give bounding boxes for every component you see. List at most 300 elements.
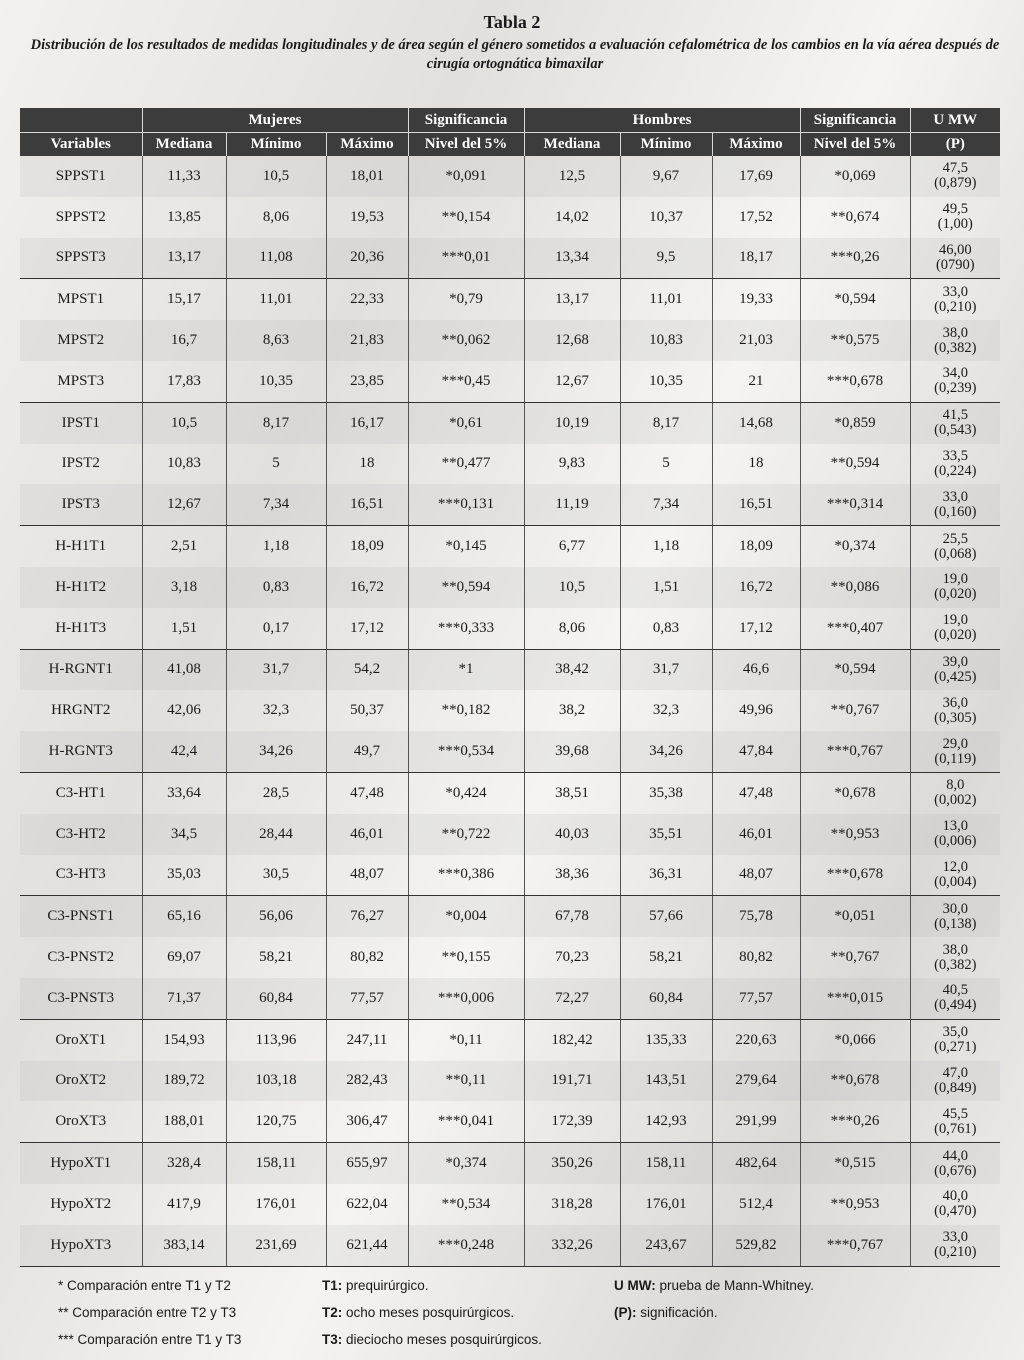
umw-value: 34,0 bbox=[942, 365, 968, 382]
umw-cell bbox=[910, 1225, 1000, 1266]
mujeres-significancia-cell: **0,534 bbox=[408, 1184, 524, 1225]
hombres-maximo-cell: 14,68 bbox=[712, 402, 800, 443]
p-value: (0,160) bbox=[934, 503, 977, 520]
hombres-significancia-cell: *0,859 bbox=[800, 402, 910, 443]
hombres-significancia-cell: *0,594 bbox=[800, 649, 910, 690]
table-row bbox=[20, 814, 1000, 855]
mujeres-mediana-cell: 13,17 bbox=[142, 238, 226, 279]
umw-cell bbox=[910, 937, 1000, 978]
p-value: (0,119) bbox=[934, 750, 977, 767]
mujeres-significancia-cell: *0,145 bbox=[408, 526, 524, 567]
variable-cell: H-H1T2 bbox=[20, 567, 142, 608]
mujeres-significancia-cell: ***0,534 bbox=[408, 731, 524, 772]
umw-value: 47,5 bbox=[942, 160, 968, 177]
hombres-minimo-cell: 36,31 bbox=[620, 855, 712, 896]
variable-cell: HypoXT3 bbox=[20, 1225, 142, 1266]
table-row bbox=[20, 320, 1000, 361]
mujeres-minimo-cell: 5 bbox=[226, 444, 326, 485]
hombres-minimo-cell: 11,01 bbox=[620, 279, 712, 320]
umw-cell bbox=[910, 1143, 1000, 1184]
mujeres-mediana-cell: 12,67 bbox=[142, 484, 226, 525]
table-title: Tabla 2 bbox=[483, 12, 541, 32]
variable-cell: IPST3 bbox=[20, 484, 142, 525]
hombres-mediana-cell: 38,36 bbox=[524, 855, 620, 896]
mujeres-mediana-cell: 154,93 bbox=[142, 1019, 226, 1060]
umw-cell bbox=[910, 156, 1000, 197]
umw-value: 40,5 bbox=[942, 982, 968, 999]
umw-value: 19,0 bbox=[942, 612, 968, 629]
hombres-minimo-cell: 10,37 bbox=[620, 197, 712, 238]
variable-cell: SPPST3 bbox=[20, 238, 142, 279]
table-row bbox=[20, 649, 1000, 690]
hombres-maximo-cell: 17,12 bbox=[712, 608, 800, 649]
variable-cell: MPST3 bbox=[20, 361, 142, 402]
hombres-maximo-cell: 47,48 bbox=[712, 772, 800, 813]
umw-cell bbox=[910, 855, 1000, 896]
legend-stats bbox=[614, 1272, 814, 1326]
umw-value: 13,0 bbox=[942, 818, 968, 835]
mujeres-mediana-cell: 33,64 bbox=[142, 772, 226, 813]
hombres-maximo-cell: 482,64 bbox=[712, 1143, 800, 1184]
mujeres-maximo-cell: 16,51 bbox=[326, 484, 408, 525]
umw-cell bbox=[910, 814, 1000, 855]
umw-cell bbox=[910, 608, 1000, 649]
mujeres-maximo-cell: 50,37 bbox=[326, 690, 408, 731]
umw-cell bbox=[910, 361, 1000, 402]
header-variables: Variables bbox=[20, 133, 142, 157]
hombres-maximo-cell: 529,82 bbox=[712, 1225, 800, 1266]
table-row bbox=[20, 896, 1000, 937]
mujeres-maximo-cell: 46,01 bbox=[326, 814, 408, 855]
mujeres-maximo-cell: 282,43 bbox=[326, 1061, 408, 1102]
hombres-maximo-cell: 17,52 bbox=[712, 197, 800, 238]
hombres-mediana-cell: 38,2 bbox=[524, 690, 620, 731]
umw-cell bbox=[910, 690, 1000, 731]
mujeres-significancia-cell: *0,374 bbox=[408, 1143, 524, 1184]
table-row bbox=[20, 156, 1000, 197]
hombres-maximo-cell: 18 bbox=[712, 444, 800, 485]
p-value: (0,239) bbox=[934, 380, 977, 397]
header-umw: U MW bbox=[910, 108, 1000, 133]
mujeres-significancia-cell: **0,155 bbox=[408, 937, 524, 978]
table-row bbox=[20, 197, 1000, 238]
header-significancia-hombres: Significancia bbox=[800, 108, 910, 133]
hombres-mediana-cell: 318,28 bbox=[524, 1184, 620, 1225]
hombres-mediana-cell: 191,71 bbox=[524, 1061, 620, 1102]
table-row bbox=[20, 978, 1000, 1019]
mujeres-mediana-cell: 15,17 bbox=[142, 279, 226, 320]
header-blank bbox=[20, 108, 142, 133]
hombres-minimo-cell: 35,38 bbox=[620, 772, 712, 813]
hombres-mediana-cell: 10,19 bbox=[524, 402, 620, 443]
p-value: (0,543) bbox=[934, 422, 977, 439]
legend-times bbox=[322, 1272, 542, 1353]
legend-t2: T2: ocho meses posquirúrgicos. bbox=[322, 1305, 515, 1320]
hombres-minimo-cell: 8,17 bbox=[620, 402, 712, 443]
hombres-minimo-cell: 158,11 bbox=[620, 1143, 712, 1184]
mujeres-minimo-cell: 8,63 bbox=[226, 320, 326, 361]
mujeres-mediana-cell: 383,14 bbox=[142, 1225, 226, 1266]
umw-cell bbox=[910, 484, 1000, 525]
hombres-minimo-cell: 9,67 bbox=[620, 156, 712, 197]
umw-cell bbox=[910, 238, 1000, 279]
hombres-minimo-cell: 135,33 bbox=[620, 1019, 712, 1060]
mujeres-significancia-cell: *0,424 bbox=[408, 772, 524, 813]
table-row bbox=[20, 690, 1000, 731]
header-mediana-hombres: Mediana bbox=[524, 133, 620, 157]
table-row bbox=[20, 567, 1000, 608]
mujeres-maximo-cell: 23,85 bbox=[326, 361, 408, 402]
mujeres-significancia-cell: *0,61 bbox=[408, 402, 524, 443]
mujeres-significancia-cell: ***0,131 bbox=[408, 484, 524, 525]
hombres-significancia-cell: ***0,26 bbox=[800, 238, 910, 279]
hombres-mediana-cell: 40,03 bbox=[524, 814, 620, 855]
umw-cell bbox=[910, 320, 1000, 361]
hombres-mediana-cell: 38,51 bbox=[524, 772, 620, 813]
p-value: (0,382) bbox=[934, 956, 977, 973]
hombres-significancia-cell: ***0,407 bbox=[800, 608, 910, 649]
p-value: (0,879) bbox=[934, 175, 977, 192]
hombres-maximo-cell: 18,09 bbox=[712, 526, 800, 567]
hombres-minimo-cell: 34,26 bbox=[620, 731, 712, 772]
hombres-minimo-cell: 57,66 bbox=[620, 896, 712, 937]
mujeres-significancia-cell: **0,11 bbox=[408, 1061, 524, 1102]
hombres-significancia-cell: ***0,767 bbox=[800, 1225, 910, 1266]
umw-value: 47,0 bbox=[942, 1064, 968, 1081]
mujeres-significancia-cell: *0,11 bbox=[408, 1019, 524, 1060]
table-row bbox=[20, 279, 1000, 320]
hombres-mediana-cell: 350,26 bbox=[524, 1143, 620, 1184]
hombres-maximo-cell: 47,84 bbox=[712, 731, 800, 772]
hombres-minimo-cell: 143,51 bbox=[620, 1061, 712, 1102]
hombres-maximo-cell: 16,51 bbox=[712, 484, 800, 525]
mujeres-significancia-cell: *1 bbox=[408, 649, 524, 690]
mujeres-mediana-cell: 16,7 bbox=[142, 320, 226, 361]
hombres-significancia-cell: ***0,314 bbox=[800, 484, 910, 525]
mujeres-mediana-cell: 71,37 bbox=[142, 978, 226, 1019]
variable-cell: C3-HT3 bbox=[20, 855, 142, 896]
mujeres-minimo-cell: 30,5 bbox=[226, 855, 326, 896]
hombres-minimo-cell: 10,83 bbox=[620, 320, 712, 361]
umw-cell bbox=[910, 896, 1000, 937]
hombres-mediana-cell: 38,42 bbox=[524, 649, 620, 690]
hombres-significancia-cell: **0,674 bbox=[800, 197, 910, 238]
umw-cell bbox=[910, 1101, 1000, 1142]
mujeres-mediana-cell: 328,4 bbox=[142, 1143, 226, 1184]
hombres-mediana-cell: 13,34 bbox=[524, 238, 620, 279]
mujeres-mediana-cell: 11,33 bbox=[142, 156, 226, 197]
mujeres-minimo-cell: 58,21 bbox=[226, 937, 326, 978]
table-row bbox=[20, 1101, 1000, 1142]
variable-cell: SPPST2 bbox=[55, 208, 106, 225]
mujeres-minimo-cell: 11,01 bbox=[226, 279, 326, 320]
table-row bbox=[20, 444, 1000, 485]
umw-value: 35,0 bbox=[942, 1024, 968, 1041]
umw-value: 44,0 bbox=[942, 1147, 968, 1164]
hombres-mediana-cell: 182,42 bbox=[524, 1019, 620, 1060]
mujeres-minimo-cell: 113,96 bbox=[226, 1019, 326, 1060]
mujeres-minimo-cell: 231,69 bbox=[226, 1225, 326, 1266]
table-row bbox=[20, 361, 1000, 402]
hombres-significancia-cell: ***0,015 bbox=[800, 978, 910, 1019]
legend-umw: U MW: prueba de Mann-Whitney. bbox=[614, 1278, 814, 1293]
hombres-significancia-cell: **0,953 bbox=[800, 814, 910, 855]
umw-cell bbox=[910, 772, 1000, 813]
hombres-maximo-cell: 46,01 bbox=[712, 814, 800, 855]
hombres-mediana-cell: 14,02 bbox=[524, 197, 620, 238]
mujeres-mediana-cell: 34,5 bbox=[142, 814, 226, 855]
umw-value: 12,0 bbox=[942, 858, 968, 875]
hombres-maximo-cell: 17,69 bbox=[712, 156, 800, 197]
mujeres-mediana-cell: 41,08 bbox=[142, 649, 226, 690]
mujeres-minimo-cell: 10,5 bbox=[226, 156, 326, 197]
mujeres-maximo-cell: 247,11 bbox=[326, 1019, 408, 1060]
mujeres-mediana-cell: 65,16 bbox=[142, 896, 226, 937]
mujeres-maximo-cell: 18 bbox=[326, 444, 408, 485]
mujeres-maximo-cell: 54,2 bbox=[326, 649, 408, 690]
umw-cell bbox=[910, 1184, 1000, 1225]
p-value: (0,006) bbox=[934, 833, 977, 850]
umw-cell bbox=[910, 1061, 1000, 1102]
header-p: (P) bbox=[910, 133, 1000, 157]
umw-value: 19,0 bbox=[942, 571, 968, 588]
variable-cell: MPST1 bbox=[57, 291, 105, 308]
p-value: (0,210) bbox=[934, 298, 977, 315]
p-value: (0,020) bbox=[934, 627, 977, 644]
mujeres-maximo-cell: 20,36 bbox=[326, 238, 408, 279]
hombres-minimo-cell: 1,51 bbox=[620, 567, 712, 608]
variable-cell: C3-PNST1 bbox=[20, 896, 142, 937]
mujeres-minimo-cell: 31,7 bbox=[226, 649, 326, 690]
mujeres-minimo-cell: 8,06 bbox=[226, 197, 326, 238]
hombres-minimo-cell: 9,5 bbox=[620, 238, 712, 279]
mujeres-maximo-cell: 622,04 bbox=[326, 1184, 408, 1225]
mujeres-maximo-cell: 47,48 bbox=[326, 772, 408, 813]
variable-cell: C3-HT2 bbox=[20, 814, 142, 855]
hombres-maximo-cell: 220,63 bbox=[712, 1019, 800, 1060]
hombres-mediana-cell: 12,67 bbox=[524, 361, 620, 402]
mujeres-significancia-cell: **0,182 bbox=[408, 690, 524, 731]
umw-cell bbox=[910, 978, 1000, 1019]
mujeres-significancia-cell: ***0,006 bbox=[408, 978, 524, 1019]
mujeres-maximo-cell: 77,57 bbox=[326, 978, 408, 1019]
header-significancia-mujeres: Significancia bbox=[408, 108, 524, 133]
mujeres-mediana-cell: 42,06 bbox=[142, 690, 226, 731]
variable-cell: HypoXT2 bbox=[50, 1195, 112, 1212]
hombres-maximo-cell: 18,17 bbox=[712, 238, 800, 279]
variable-cell: C3-HT1 bbox=[55, 784, 106, 801]
p-value: (0,470) bbox=[934, 1203, 977, 1220]
hombres-mediana-cell: 70,23 bbox=[524, 937, 620, 978]
variable-cell: HRGNT2 bbox=[51, 702, 111, 719]
hombres-mediana-cell: 8,06 bbox=[524, 608, 620, 649]
mujeres-minimo-cell: 32,3 bbox=[226, 690, 326, 731]
hombres-maximo-cell: 21,03 bbox=[712, 320, 800, 361]
variable-cell: SPPST1 bbox=[20, 156, 142, 197]
mujeres-mediana-cell: 1,51 bbox=[142, 608, 226, 649]
hombres-minimo-cell: 58,21 bbox=[620, 937, 712, 978]
mujeres-maximo-cell: 18,09 bbox=[326, 526, 408, 567]
umw-cell bbox=[910, 567, 1000, 608]
mujeres-minimo-cell: 1,18 bbox=[226, 526, 326, 567]
mujeres-minimo-cell: 158,11 bbox=[226, 1143, 326, 1184]
header-minimo-mujeres: Mínimo bbox=[226, 133, 326, 157]
p-value: (0,676) bbox=[934, 1162, 977, 1179]
mujeres-maximo-cell: 16,17 bbox=[326, 402, 408, 443]
mujeres-significancia-cell: **0,062 bbox=[408, 320, 524, 361]
hombres-mediana-cell: 6,77 bbox=[524, 526, 620, 567]
umw-cell bbox=[910, 444, 1000, 485]
mujeres-mediana-cell: 2,51 bbox=[142, 526, 226, 567]
header-mujeres: Mujeres bbox=[142, 108, 408, 133]
variable-cell: H-H1T1 bbox=[55, 538, 107, 555]
results-table bbox=[20, 108, 1000, 1267]
hombres-maximo-cell: 48,07 bbox=[712, 855, 800, 896]
header-minimo-hombres: Mínimo bbox=[620, 133, 712, 157]
hombres-maximo-cell: 75,78 bbox=[712, 896, 800, 937]
umw-value: 29,0 bbox=[942, 735, 968, 752]
hombres-minimo-cell: 243,67 bbox=[620, 1225, 712, 1266]
hombres-maximo-cell: 80,82 bbox=[712, 937, 800, 978]
header-maximo-hombres: Máximo bbox=[712, 133, 800, 157]
hombres-mediana-cell: 12,68 bbox=[524, 320, 620, 361]
table-row bbox=[20, 526, 1000, 567]
hombres-maximo-cell: 49,96 bbox=[712, 690, 800, 731]
mujeres-significancia-cell: *0,79 bbox=[408, 279, 524, 320]
mujeres-significancia-cell: *0,004 bbox=[408, 896, 524, 937]
p-value: (0,020) bbox=[934, 586, 977, 603]
mujeres-mediana-cell: 189,72 bbox=[142, 1061, 226, 1102]
p-value: (0,761) bbox=[934, 1120, 977, 1137]
hombres-significancia-cell: ***0,767 bbox=[800, 731, 910, 772]
p-value: (0,271) bbox=[934, 1039, 977, 1056]
hombres-significancia-cell: **0,953 bbox=[800, 1184, 910, 1225]
umw-value: 36,0 bbox=[942, 694, 968, 711]
legend-comparison-2: ** Comparación entre T2 y T3 bbox=[58, 1305, 237, 1320]
hombres-minimo-cell: 60,84 bbox=[620, 978, 712, 1019]
legend-comparisons bbox=[58, 1272, 241, 1353]
hombres-significancia-cell: *0,678 bbox=[800, 772, 910, 813]
hombres-mediana-cell: 10,5 bbox=[524, 567, 620, 608]
mujeres-significancia-cell: ***0,01 bbox=[408, 238, 524, 279]
p-value: (0,068) bbox=[934, 545, 977, 562]
hombres-minimo-cell: 35,51 bbox=[620, 814, 712, 855]
mujeres-significancia-cell: ***0,333 bbox=[408, 608, 524, 649]
mujeres-mediana-cell: 417,9 bbox=[142, 1184, 226, 1225]
hombres-mediana-cell: 13,17 bbox=[524, 279, 620, 320]
hombres-significancia-cell: ***0,26 bbox=[800, 1101, 910, 1142]
hombres-significancia-cell: **0,767 bbox=[800, 937, 910, 978]
hombres-mediana-cell: 67,78 bbox=[524, 896, 620, 937]
variable-cell: H-H1T3 bbox=[20, 608, 142, 649]
variable-cell: H-RGNT3 bbox=[20, 731, 142, 772]
umw-cell bbox=[910, 526, 1000, 567]
mujeres-minimo-cell: 10,35 bbox=[226, 361, 326, 402]
mujeres-maximo-cell: 19,53 bbox=[326, 197, 408, 238]
variable-cell: IPST1 bbox=[20, 402, 142, 443]
hombres-significancia-cell: **0,678 bbox=[800, 1061, 910, 1102]
p-value: (0,138) bbox=[934, 915, 977, 932]
hombres-significancia-cell: **0,767 bbox=[800, 690, 910, 731]
umw-value: 49,5 bbox=[942, 201, 968, 218]
legend-t1: T1: prequirúrgico. bbox=[322, 1278, 429, 1293]
hombres-minimo-cell: 1,18 bbox=[620, 526, 712, 567]
umw-value: 41,5 bbox=[942, 407, 968, 424]
variable-cell: HypoXT1 bbox=[20, 1143, 142, 1184]
umw-value: 30,0 bbox=[942, 900, 968, 917]
hombres-maximo-cell: 512,4 bbox=[712, 1184, 800, 1225]
hombres-significancia-cell: *0,066 bbox=[800, 1019, 910, 1060]
mujeres-significancia-cell: **0,594 bbox=[408, 567, 524, 608]
hombres-significancia-cell: *0,594 bbox=[800, 279, 910, 320]
umw-value: 39,0 bbox=[942, 653, 968, 670]
mujeres-maximo-cell: 21,83 bbox=[326, 320, 408, 361]
mujeres-mediana-cell: 17,83 bbox=[142, 361, 226, 402]
mujeres-significancia-cell: ***0,041 bbox=[408, 1101, 524, 1142]
header-maximo-mujeres: Máximo bbox=[326, 133, 408, 157]
hombres-significancia-cell: **0,086 bbox=[800, 567, 910, 608]
hombres-significancia-cell: **0,575 bbox=[800, 320, 910, 361]
hombres-significancia-cell: *0,515 bbox=[800, 1143, 910, 1184]
mujeres-mediana-cell: 10,83 bbox=[142, 444, 226, 485]
table-row bbox=[20, 855, 1000, 896]
hombres-minimo-cell: 7,34 bbox=[620, 484, 712, 525]
umw-cell bbox=[910, 731, 1000, 772]
hombres-mediana-cell: 332,26 bbox=[524, 1225, 620, 1266]
hombres-mediana-cell: 11,19 bbox=[524, 484, 620, 525]
umw-value: 25,5 bbox=[942, 530, 968, 547]
umw-value: 38,0 bbox=[942, 941, 968, 958]
mujeres-minimo-cell: 176,01 bbox=[226, 1184, 326, 1225]
mujeres-maximo-cell: 621,44 bbox=[326, 1225, 408, 1266]
hombres-minimo-cell: 31,7 bbox=[620, 649, 712, 690]
mujeres-minimo-cell: 11,08 bbox=[226, 238, 326, 279]
hombres-significancia-cell: *0,051 bbox=[800, 896, 910, 937]
mujeres-mediana-cell: 13,85 bbox=[142, 197, 226, 238]
p-value: (0,224) bbox=[934, 462, 977, 479]
table-row bbox=[20, 1184, 1000, 1225]
p-value: (0,494) bbox=[934, 997, 977, 1014]
umw-cell bbox=[910, 402, 1000, 443]
legend-comparison-1: * Comparación entre T1 y T2 bbox=[58, 1278, 231, 1293]
hombres-minimo-cell: 0,83 bbox=[620, 608, 712, 649]
p-value: (0,425) bbox=[934, 668, 977, 685]
umw-value: 33,5 bbox=[942, 447, 968, 464]
umw-value: 46,00 bbox=[938, 241, 972, 258]
mujeres-minimo-cell: 0,17 bbox=[226, 608, 326, 649]
hombres-minimo-cell: 10,35 bbox=[620, 361, 712, 402]
mujeres-mediana-cell: 3,18 bbox=[142, 567, 226, 608]
header-mediana-mujeres: Mediana bbox=[142, 133, 226, 157]
mujeres-maximo-cell: 48,07 bbox=[326, 855, 408, 896]
variable-cell: C3-PNST2 bbox=[47, 949, 115, 966]
p-value: (0,382) bbox=[934, 339, 977, 356]
hombres-maximo-cell: 77,57 bbox=[712, 978, 800, 1019]
p-value: (0,002) bbox=[934, 792, 977, 809]
umw-cell bbox=[910, 649, 1000, 690]
table-row bbox=[20, 937, 1000, 978]
mujeres-maximo-cell: 16,72 bbox=[326, 567, 408, 608]
mujeres-significancia-cell: **0,722 bbox=[408, 814, 524, 855]
table-row bbox=[20, 1143, 1000, 1184]
mujeres-significancia-cell: ***0,45 bbox=[408, 361, 524, 402]
table-row bbox=[20, 608, 1000, 649]
table-body bbox=[20, 156, 1000, 1266]
hombres-minimo-cell: 176,01 bbox=[620, 1184, 712, 1225]
table-row bbox=[20, 1225, 1000, 1266]
p-value: (0,210) bbox=[934, 1244, 977, 1261]
p-value: (0,004) bbox=[934, 873, 977, 890]
